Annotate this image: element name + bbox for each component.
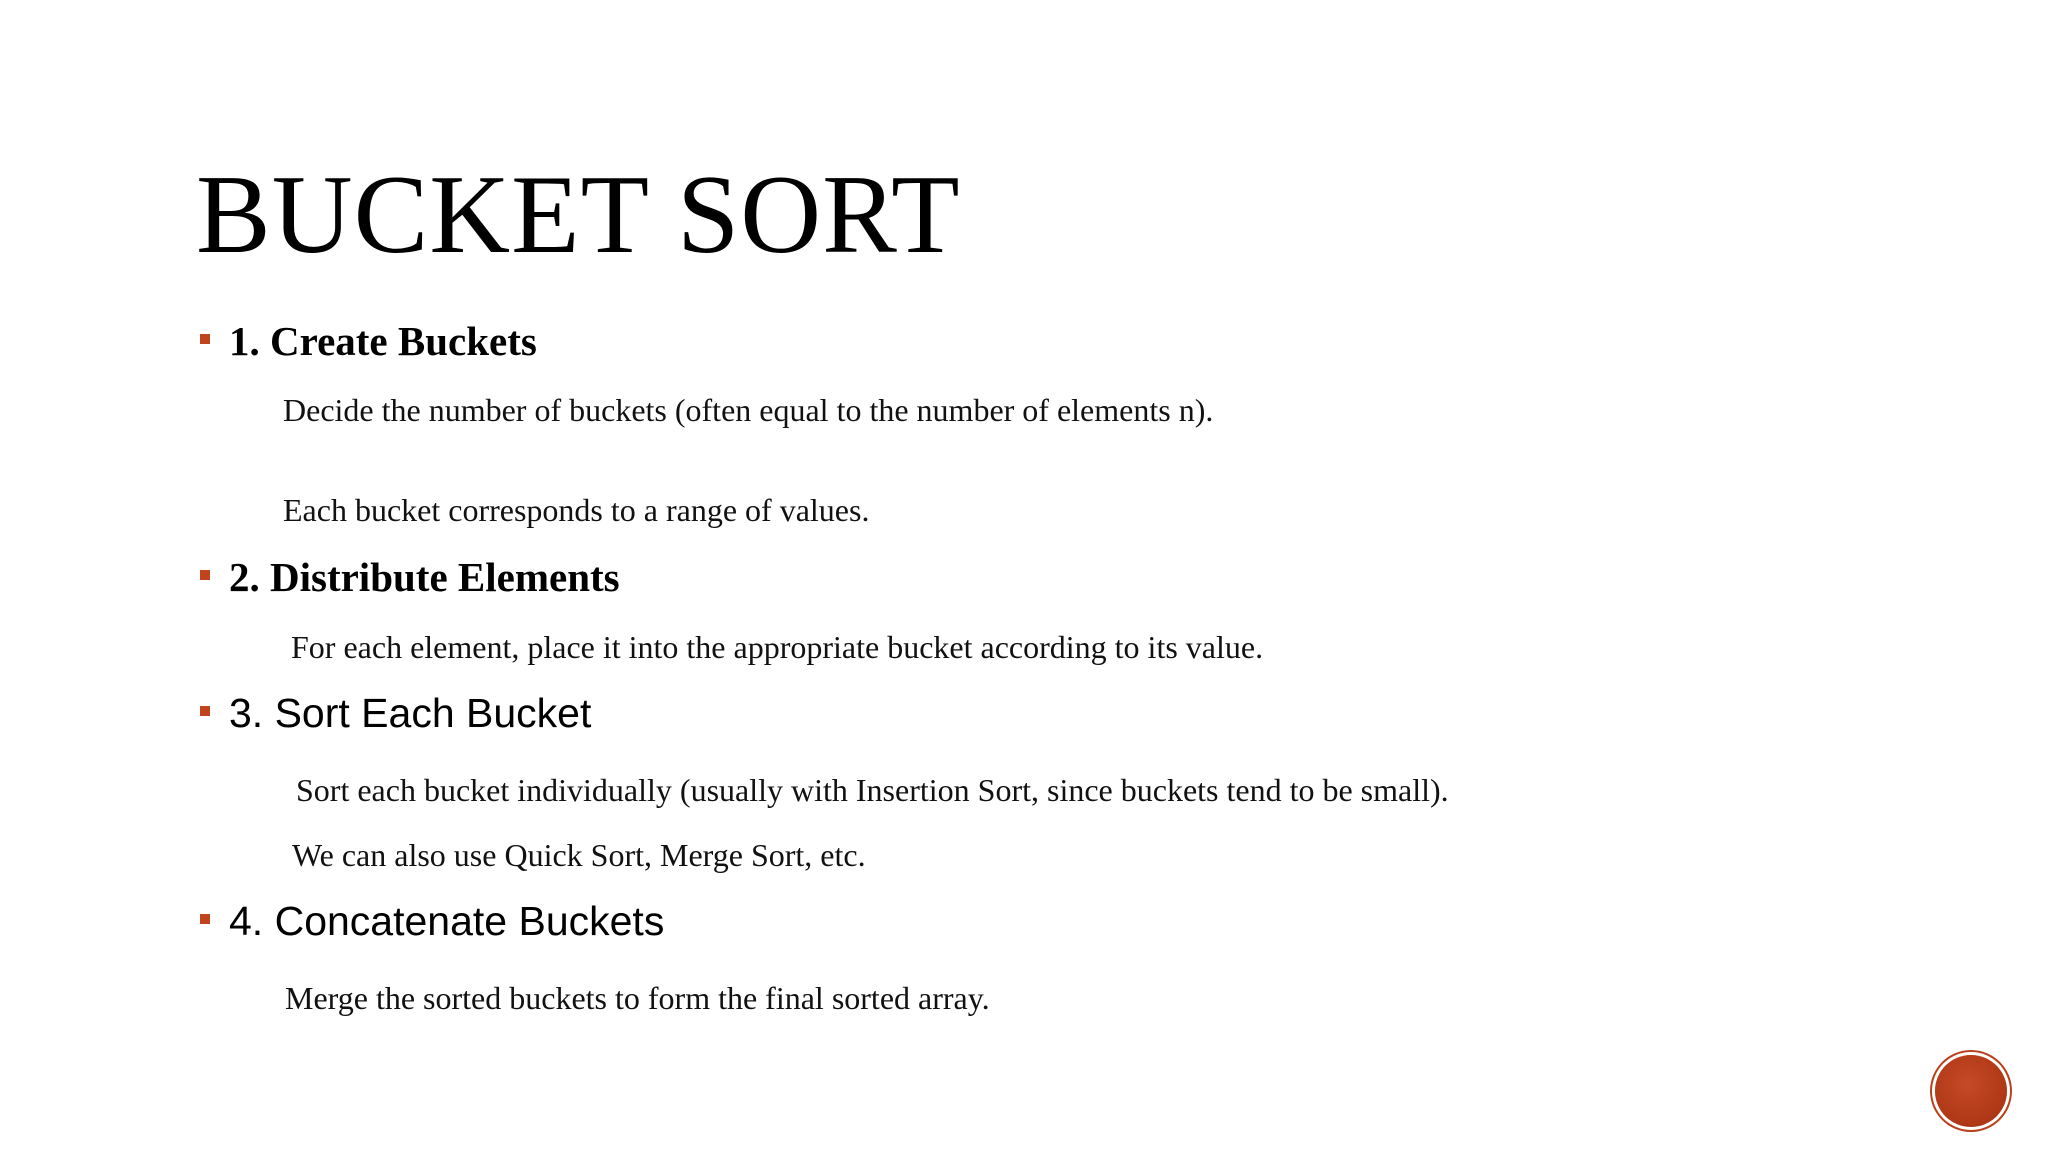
section-text: For each element, place it into the appropriate bucket according to its value.: [291, 629, 1264, 665]
bullet-marker: [200, 570, 210, 580]
section-text: We can also use Quick Sort, Merge Sort, etc.: [292, 837, 866, 873]
section-text: Each bucket corresponds to a range of values.: [283, 492, 870, 528]
bullet-marker: [200, 706, 210, 716]
section-heading-distribute-elements: 2. Distribute Elements: [229, 554, 620, 600]
bullet-marker: [200, 334, 210, 344]
slide-title: BUCKET SORT: [196, 153, 961, 277]
section-text: Decide the number of buckets (often equal to the number of elements n).: [283, 392, 1214, 428]
section-heading-concatenate-buckets: 4. Concatenate Buckets: [229, 898, 665, 944]
section-heading-sort-each-bucket: 3. Sort Each Bucket: [229, 690, 592, 736]
slide-number-badge: [1935, 1055, 2007, 1127]
section-text: Merge the sorted buckets to form the final sorted array.: [285, 980, 990, 1016]
section-heading-create-buckets: 1. Create Buckets: [229, 318, 537, 364]
section-text: Sort each bucket individually (usually with Insertion Sort, since buckets tend to be small).: [296, 772, 1449, 808]
bullet-marker: [200, 914, 210, 924]
